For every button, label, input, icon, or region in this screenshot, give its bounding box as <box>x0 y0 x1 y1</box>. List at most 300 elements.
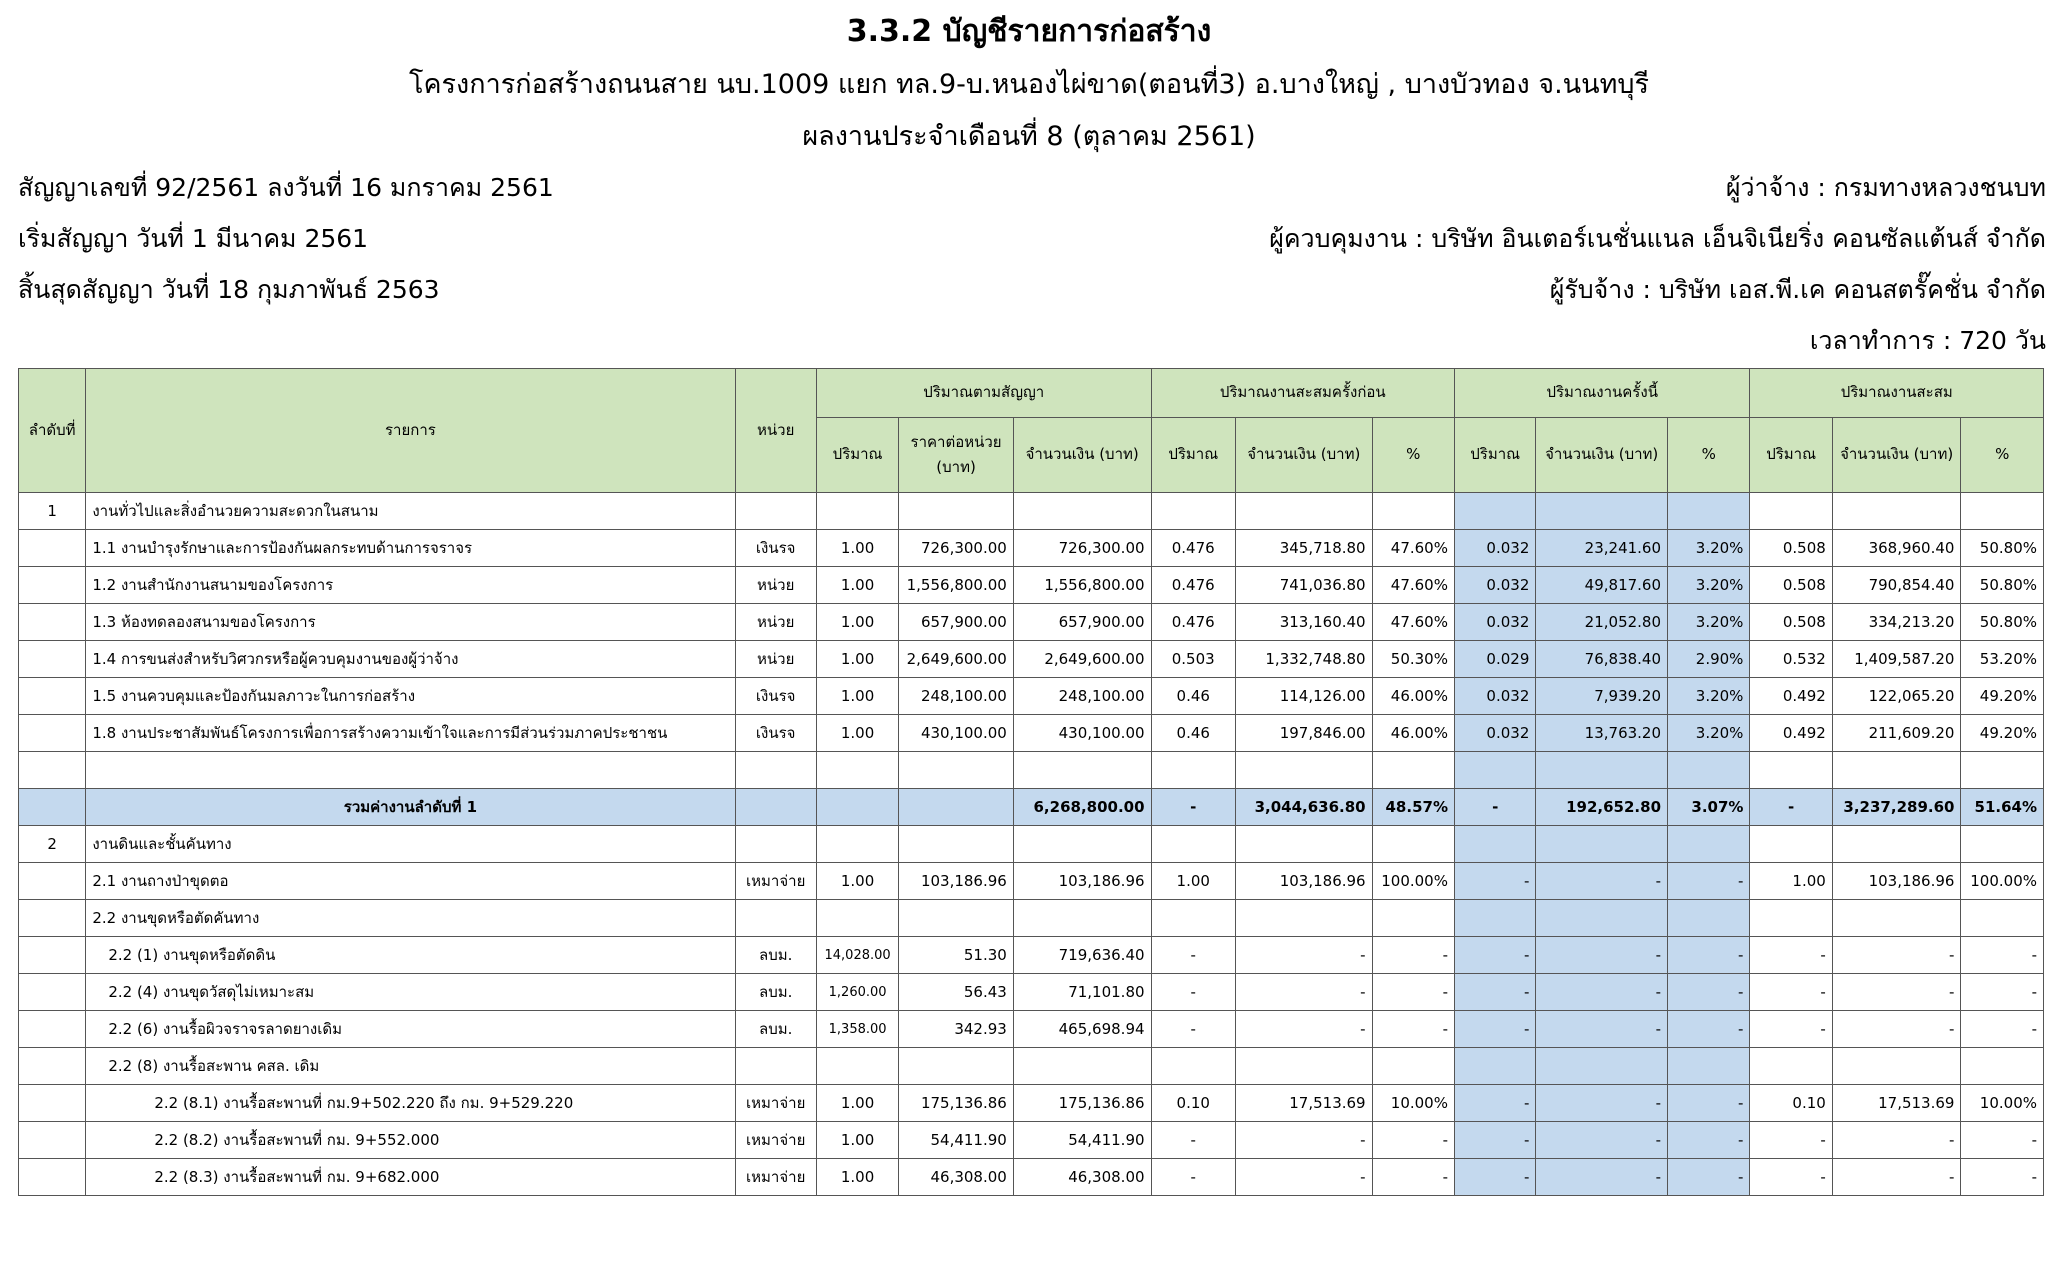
this-qty: - <box>1454 863 1535 900</box>
this-pct <box>1668 900 1750 937</box>
prev-qty <box>1151 1048 1235 1085</box>
header-no: ลำดับที่ <box>19 369 86 493</box>
cum-pct <box>1961 826 2044 863</box>
prev-qty: 0.10 <box>1151 1085 1235 1122</box>
table-row <box>19 678 2044 715</box>
item-description: 1.3 ห้องทดลองสนามของโครงการ <box>86 604 735 641</box>
cum-amount: 334,213.20 <box>1832 604 1961 641</box>
this-amount: 23,241.60 <box>1536 530 1668 567</box>
cum-pct: 49.20% <box>1961 678 2044 715</box>
this-amount: - <box>1536 863 1668 900</box>
prev-pct: 100.00% <box>1372 863 1454 900</box>
unit-price: 51.30 <box>899 937 1014 974</box>
contract-amount: 657,900.00 <box>1013 604 1151 641</box>
this-pct <box>1668 826 1750 863</box>
item-description: 1.8 งานประชาสัมพันธ์โครงการเพื่อการสร้างความเข้าใจและการมีส่วนร่วมภาคประชาชน <box>86 715 735 752</box>
header-qty: ปริมาณ <box>816 418 898 493</box>
header-amount: จำนวนเงิน (บาท) <box>1536 418 1668 493</box>
header-qty: ปริมาณ <box>1454 418 1535 493</box>
header-qty: ปริมาณ <box>1151 418 1235 493</box>
contract-amount <box>1013 1048 1151 1085</box>
contract-amount: 1,556,800.00 <box>1013 567 1151 604</box>
contractor: ผู้รับจ้าง : บริษัท เอส.พี.เค คอนสตรั๊คชั่น จำกัด <box>1549 275 2046 304</box>
cum-amount: 103,186.96 <box>1832 863 1961 900</box>
report-period: ผลงานประจำเดือนที่ 8 (ตุลาคม 2561) <box>802 121 1256 152</box>
table-row <box>19 715 2044 752</box>
unit <box>735 493 816 530</box>
cum-qty: 1.00 <box>1750 863 1832 900</box>
header-pct: % <box>1668 418 1750 493</box>
cum-qty: - <box>1750 1159 1832 1196</box>
unit: ลบม. <box>735 937 816 974</box>
cum-amount: 790,854.40 <box>1832 567 1961 604</box>
contract-amount: 46,308.00 <box>1013 1159 1151 1196</box>
prev-qty: - <box>1151 1159 1235 1196</box>
this-amount: 21,052.80 <box>1536 604 1668 641</box>
cum-amount: - <box>1832 1159 1961 1196</box>
this-qty: 0.032 <box>1454 678 1535 715</box>
unit: เงินรจ <box>735 715 816 752</box>
prev-qty: 0.476 <box>1151 530 1235 567</box>
cum-qty: 0.508 <box>1750 567 1832 604</box>
prev-pct: 47.60% <box>1372 567 1454 604</box>
total-prev-amount: 3,044,636.80 <box>1235 789 1372 826</box>
unit: หน่วย <box>735 567 816 604</box>
cum-pct: 53.20% <box>1961 641 2044 678</box>
header-amount: จำนวนเงิน (บาท) <box>1832 418 1961 493</box>
contract-amount: 465,698.94 <box>1013 1011 1151 1048</box>
this-amount: - <box>1536 937 1668 974</box>
total-prev-qty: - <box>1151 789 1235 826</box>
cum-pct: - <box>1961 1011 2044 1048</box>
cum-pct: 50.80% <box>1961 604 2044 641</box>
cum-qty: 0.532 <box>1750 641 1832 678</box>
prev-pct: 50.30% <box>1372 641 1454 678</box>
this-pct: - <box>1668 937 1750 974</box>
cum-qty: 0.492 <box>1750 715 1832 752</box>
item-description: 2.2 (4) งานขุดวัสดุไม่เหมาะสม <box>86 974 735 1011</box>
this-pct: - <box>1668 863 1750 900</box>
contract-qty <box>816 493 898 530</box>
cum-amount: 122,065.20 <box>1832 678 1961 715</box>
total-cum-qty: - <box>1750 789 1832 826</box>
table-row <box>19 1011 2044 1048</box>
total-blank <box>19 789 86 826</box>
contract-qty: 1.00 <box>816 863 898 900</box>
unit-price: 430,100.00 <box>899 715 1014 752</box>
row-no <box>19 530 86 567</box>
unit-price <box>899 752 1014 789</box>
this-pct: 3.20% <box>1668 604 1750 641</box>
prev-pct: 10.00% <box>1372 1085 1454 1122</box>
cum-pct <box>1961 1048 2044 1085</box>
contract-number: สัญญาเลขที่ 92/2561 ลงวันที่ 16 มกราคม 2561 <box>18 173 554 202</box>
cum-pct: 49.20% <box>1961 715 2044 752</box>
prev-amount: - <box>1235 1122 1372 1159</box>
row-no <box>19 900 86 937</box>
this-pct: - <box>1668 1159 1750 1196</box>
this-amount: - <box>1536 1011 1668 1048</box>
prev-amount <box>1235 900 1372 937</box>
cum-qty: 0.10 <box>1750 1085 1832 1122</box>
table-row <box>19 1048 2044 1085</box>
this-amount <box>1536 493 1668 530</box>
contract-amount: 248,100.00 <box>1013 678 1151 715</box>
row-no: 2 <box>19 826 86 863</box>
prev-amount: 1,332,748.80 <box>1235 641 1372 678</box>
table-row <box>19 1159 2044 1196</box>
this-qty: - <box>1454 1122 1535 1159</box>
prev-pct: 47.60% <box>1372 530 1454 567</box>
prev-qty: 0.46 <box>1151 715 1235 752</box>
total-this-pct: 3.07% <box>1668 789 1750 826</box>
this-amount: - <box>1536 1159 1668 1196</box>
this-qty: 0.029 <box>1454 641 1535 678</box>
this-pct: 3.20% <box>1668 715 1750 752</box>
prev-pct <box>1372 1048 1454 1085</box>
this-pct: - <box>1668 1011 1750 1048</box>
item-description: 2.1 งานถางป่าขุดตอ <box>86 863 735 900</box>
cum-qty: - <box>1750 974 1832 1011</box>
prev-pct <box>1372 493 1454 530</box>
cum-amount <box>1832 900 1961 937</box>
header-unit-price: ราคาต่อหน่วย (บาท) <box>899 418 1014 493</box>
contract-qty: 1.00 <box>816 604 898 641</box>
prev-amount: - <box>1235 1159 1372 1196</box>
contract-amount: 2,649,600.00 <box>1013 641 1151 678</box>
prev-qty: - <box>1151 974 1235 1011</box>
contract-qty: 1.00 <box>816 641 898 678</box>
row-no: 1 <box>19 493 86 530</box>
this-qty <box>1454 900 1535 937</box>
cum-amount: 368,960.40 <box>1832 530 1961 567</box>
contract-amount <box>1013 900 1151 937</box>
prev-amount: 313,160.40 <box>1235 604 1372 641</box>
row-no <box>19 1085 86 1122</box>
cum-amount <box>1832 1048 1961 1085</box>
item-description: 1.4 การขนส่งสำหรับวิศวกรหรือผู้ควบคุมงานของผู้ว่าจ้าง <box>86 641 735 678</box>
header-group-this-period: ปริมาณงานครั้งนี้ <box>1454 369 1749 418</box>
cum-amount: 211,609.20 <box>1832 715 1961 752</box>
cum-qty: 0.492 <box>1750 678 1832 715</box>
table-row <box>19 1122 2044 1159</box>
cum-amount <box>1832 493 1961 530</box>
unit: หน่วย <box>735 641 816 678</box>
cum-pct: - <box>1961 937 2044 974</box>
item-description: 2.2 (8.2) งานรื้อสะพานที่ กม. 9+552.000 <box>86 1122 735 1159</box>
total-this-qty: - <box>1454 789 1535 826</box>
page-title: 3.3.2 บัญชีรายการก่อสร้าง <box>846 14 1212 49</box>
this-qty: 0.032 <box>1454 530 1535 567</box>
prev-pct: - <box>1372 937 1454 974</box>
item-description: 1.2 งานสำนักงานสนามของโครงการ <box>86 567 735 604</box>
this-amount: 7,939.20 <box>1536 678 1668 715</box>
this-pct: - <box>1668 974 1750 1011</box>
this-amount: 49,817.60 <box>1536 567 1668 604</box>
cum-amount: - <box>1832 1011 1961 1048</box>
total-blank <box>899 789 1014 826</box>
contract-amount <box>1013 752 1151 789</box>
prev-pct: - <box>1372 1159 1454 1196</box>
contract-amount: 726,300.00 <box>1013 530 1151 567</box>
prev-qty <box>1151 752 1235 789</box>
unit-price <box>899 1048 1014 1085</box>
total-row <box>19 789 2044 826</box>
supervisor: ผู้ควบคุมงาน : บริษัท อินเตอร์เนชั่นแนล เอ็นจิเนียริ่ง คอนซัลแต้นส์ จำกัด <box>1269 224 2046 253</box>
prev-amount: 103,186.96 <box>1235 863 1372 900</box>
row-no <box>19 678 86 715</box>
unit-price: 56.43 <box>899 974 1014 1011</box>
cum-pct: - <box>1961 1122 2044 1159</box>
prev-amount <box>1235 1048 1372 1085</box>
prev-qty: 0.46 <box>1151 678 1235 715</box>
prev-qty <box>1151 493 1235 530</box>
total-contract-amount: 6,268,800.00 <box>1013 789 1151 826</box>
unit-price: 54,411.90 <box>899 1122 1014 1159</box>
this-pct: 3.20% <box>1668 530 1750 567</box>
this-qty: - <box>1454 1085 1535 1122</box>
cum-amount: - <box>1832 937 1961 974</box>
unit: เงินรจ <box>735 678 816 715</box>
this-pct: - <box>1668 1122 1750 1159</box>
unit: ลบม. <box>735 974 816 1011</box>
cum-amount: 1,409,587.20 <box>1832 641 1961 678</box>
total-blank <box>735 789 816 826</box>
cum-amount <box>1832 752 1961 789</box>
item-description: 2.2 งานขุดหรือตัดคันทาง <box>86 900 735 937</box>
prev-pct: 46.00% <box>1372 715 1454 752</box>
unit-price: 46,308.00 <box>899 1159 1014 1196</box>
prev-qty: - <box>1151 937 1235 974</box>
contract-qty <box>816 1048 898 1085</box>
header-amount: จำนวนเงิน (บาท) <box>1235 418 1372 493</box>
cum-pct: 100.00% <box>1961 863 2044 900</box>
total-blank <box>816 789 898 826</box>
table-row <box>19 937 2044 974</box>
this-qty: 0.032 <box>1454 604 1535 641</box>
unit-price: 248,100.00 <box>899 678 1014 715</box>
row-no <box>19 1011 86 1048</box>
this-amount <box>1536 1048 1668 1085</box>
total-cum-amount: 3,237,289.60 <box>1832 789 1961 826</box>
this-amount <box>1536 826 1668 863</box>
contract-end: สิ้นสุดสัญญา วันที่ 18 กุมภาพันธ์ 2563 <box>18 275 440 304</box>
this-qty <box>1454 1048 1535 1085</box>
unit-price <box>899 826 1014 863</box>
prev-qty <box>1151 900 1235 937</box>
cum-qty <box>1750 752 1832 789</box>
header-group-cumulative: ปริมาณงานสะสม <box>1750 369 2044 418</box>
item-description: งานทั่วไปและสิ่งอำนวยความสะดวกในสนาม <box>86 493 735 530</box>
prev-pct: 46.00% <box>1372 678 1454 715</box>
prev-pct: - <box>1372 974 1454 1011</box>
total-this-amount: 192,652.80 <box>1536 789 1668 826</box>
header-unit: หน่วย <box>735 369 816 493</box>
total-label: รวมค่างานลำดับที่ 1 <box>86 789 735 826</box>
unit-price: 1,556,800.00 <box>899 567 1014 604</box>
total-cum-pct: 51.64% <box>1961 789 2044 826</box>
cum-amount: - <box>1832 1122 1961 1159</box>
cum-qty: - <box>1750 1011 1832 1048</box>
working-duration: เวลาทำการ : 720 วัน <box>1809 326 2046 355</box>
contract-qty: 1.00 <box>816 1122 898 1159</box>
this-pct <box>1668 493 1750 530</box>
unit: ลบม. <box>735 1011 816 1048</box>
contract-qty: 14,028.00 <box>816 937 898 974</box>
prev-qty: - <box>1151 1011 1235 1048</box>
prev-amount: 114,126.00 <box>1235 678 1372 715</box>
table-row <box>19 974 2044 1011</box>
contract-qty: 1.00 <box>816 530 898 567</box>
prev-qty: 0.476 <box>1151 567 1235 604</box>
contract-qty <box>816 900 898 937</box>
contract-qty <box>816 752 898 789</box>
table-row <box>19 493 2044 530</box>
this-pct: - <box>1668 1085 1750 1122</box>
this-qty: - <box>1454 1159 1535 1196</box>
header-group-contract: ปริมาณตามสัญญา <box>816 369 1151 418</box>
prev-amount: - <box>1235 974 1372 1011</box>
prev-amount: 17,513.69 <box>1235 1085 1372 1122</box>
this-pct: 3.20% <box>1668 678 1750 715</box>
cum-amount: - <box>1832 974 1961 1011</box>
header-group-previous: ปริมาณงานสะสมครั้งก่อน <box>1151 369 1454 418</box>
table-row <box>19 752 2044 789</box>
this-pct: 2.90% <box>1668 641 1750 678</box>
item-description: 1.5 งานควบคุมและป้องกันมลภาวะในการก่อสร้าง <box>86 678 735 715</box>
row-no <box>19 1159 86 1196</box>
contract-amount <box>1013 826 1151 863</box>
header-pct: % <box>1961 418 2044 493</box>
cum-pct: - <box>1961 1159 2044 1196</box>
contract-qty <box>816 826 898 863</box>
prev-qty: 0.476 <box>1151 604 1235 641</box>
prev-qty <box>1151 826 1235 863</box>
unit <box>735 826 816 863</box>
contract-qty: 1.00 <box>816 1159 898 1196</box>
item-description: 2.2 (8) งานรื้อสะพาน คสล. เดิม <box>86 1048 735 1085</box>
prev-amount <box>1235 493 1372 530</box>
total-prev-pct: 48.57% <box>1372 789 1454 826</box>
prev-amount: - <box>1235 1011 1372 1048</box>
bill-of-quantities-table <box>18 368 2044 1196</box>
contract-amount: 54,411.90 <box>1013 1122 1151 1159</box>
item-description: งานดินและชั้นคันทาง <box>86 826 735 863</box>
cum-pct: 50.80% <box>1961 567 2044 604</box>
this-pct <box>1668 1048 1750 1085</box>
contract-qty: 1,260.00 <box>816 974 898 1011</box>
this-amount: 76,838.40 <box>1536 641 1668 678</box>
contract-amount: 719,636.40 <box>1013 937 1151 974</box>
this-qty <box>1454 493 1535 530</box>
cum-qty <box>1750 493 1832 530</box>
unit-price <box>899 900 1014 937</box>
row-no <box>19 567 86 604</box>
table-row <box>19 604 2044 641</box>
this-amount <box>1536 752 1668 789</box>
unit <box>735 752 816 789</box>
cum-qty: 0.508 <box>1750 604 1832 641</box>
item-description: 2.2 (8.3) งานรื้อสะพานที่ กม. 9+682.000 <box>86 1159 735 1196</box>
item-description: 2.2 (1) งานขุดหรือตัดดิน <box>86 937 735 974</box>
unit-price: 175,136.86 <box>899 1085 1014 1122</box>
unit: เหมาจ่าย <box>735 1085 816 1122</box>
this-pct <box>1668 752 1750 789</box>
prev-pct <box>1372 826 1454 863</box>
row-no <box>19 604 86 641</box>
this-amount: - <box>1536 1122 1668 1159</box>
unit: เหมาจ่าย <box>735 863 816 900</box>
prev-amount <box>1235 752 1372 789</box>
item-description <box>86 752 735 789</box>
row-no <box>19 937 86 974</box>
this-qty: - <box>1454 974 1535 1011</box>
this-pct: 3.20% <box>1668 567 1750 604</box>
prev-qty: 0.503 <box>1151 641 1235 678</box>
contract-amount: 71,101.80 <box>1013 974 1151 1011</box>
employer: ผู้ว่าจ้าง : กรมทางหลวงชนบท <box>1725 173 2046 202</box>
prev-amount <box>1235 826 1372 863</box>
row-no <box>19 715 86 752</box>
cum-qty <box>1750 1048 1832 1085</box>
unit <box>735 900 816 937</box>
cum-pct: 50.80% <box>1961 530 2044 567</box>
cum-pct <box>1961 493 2044 530</box>
unit-price: 726,300.00 <box>899 530 1014 567</box>
prev-amount: 345,718.80 <box>1235 530 1372 567</box>
item-description: 2.2 (8.1) งานรื้อสะพานที่ กม.9+502.220 ถึง กม. 9+529.220 <box>86 1085 735 1122</box>
prev-amount: 197,846.00 <box>1235 715 1372 752</box>
contract-qty: 1.00 <box>816 1085 898 1122</box>
this-qty: - <box>1454 937 1535 974</box>
contract-amount: 175,136.86 <box>1013 1085 1151 1122</box>
table-row <box>19 567 2044 604</box>
cum-qty: - <box>1750 1122 1832 1159</box>
prev-pct <box>1372 900 1454 937</box>
contract-start: เริ่มสัญญา วันที่ 1 มีนาคม 2561 <box>18 224 369 253</box>
contract-amount <box>1013 493 1151 530</box>
row-no <box>19 641 86 678</box>
unit <box>735 1048 816 1085</box>
cum-pct <box>1961 900 2044 937</box>
table-row <box>19 826 2044 863</box>
unit: เหมาจ่าย <box>735 1122 816 1159</box>
this-qty <box>1454 826 1535 863</box>
unit: เงินรจ <box>735 530 816 567</box>
row-no <box>19 863 86 900</box>
this-qty: - <box>1454 1011 1535 1048</box>
this-qty: 0.032 <box>1454 715 1535 752</box>
item-description: 1.1 งานบำรุงรักษาและการป้องกันผลกระทบด้านการจราจร <box>86 530 735 567</box>
this-qty <box>1454 752 1535 789</box>
cum-amount <box>1832 826 1961 863</box>
cum-qty <box>1750 826 1832 863</box>
this-amount: 13,763.20 <box>1536 715 1668 752</box>
this-amount: - <box>1536 974 1668 1011</box>
row-no <box>19 752 86 789</box>
header-qty: ปริมาณ <box>1750 418 1832 493</box>
this-amount: - <box>1536 1085 1668 1122</box>
contract-qty: 1,358.00 <box>816 1011 898 1048</box>
table-row <box>19 530 2044 567</box>
unit-price: 2,649,600.00 <box>899 641 1014 678</box>
prev-pct: 47.60% <box>1372 604 1454 641</box>
unit-price: 342.93 <box>899 1011 1014 1048</box>
header-amount: จำนวนเงิน (บาท) <box>1013 418 1151 493</box>
unit: เหมาจ่าย <box>735 1159 816 1196</box>
row-no <box>19 1048 86 1085</box>
header-pct: % <box>1372 418 1454 493</box>
